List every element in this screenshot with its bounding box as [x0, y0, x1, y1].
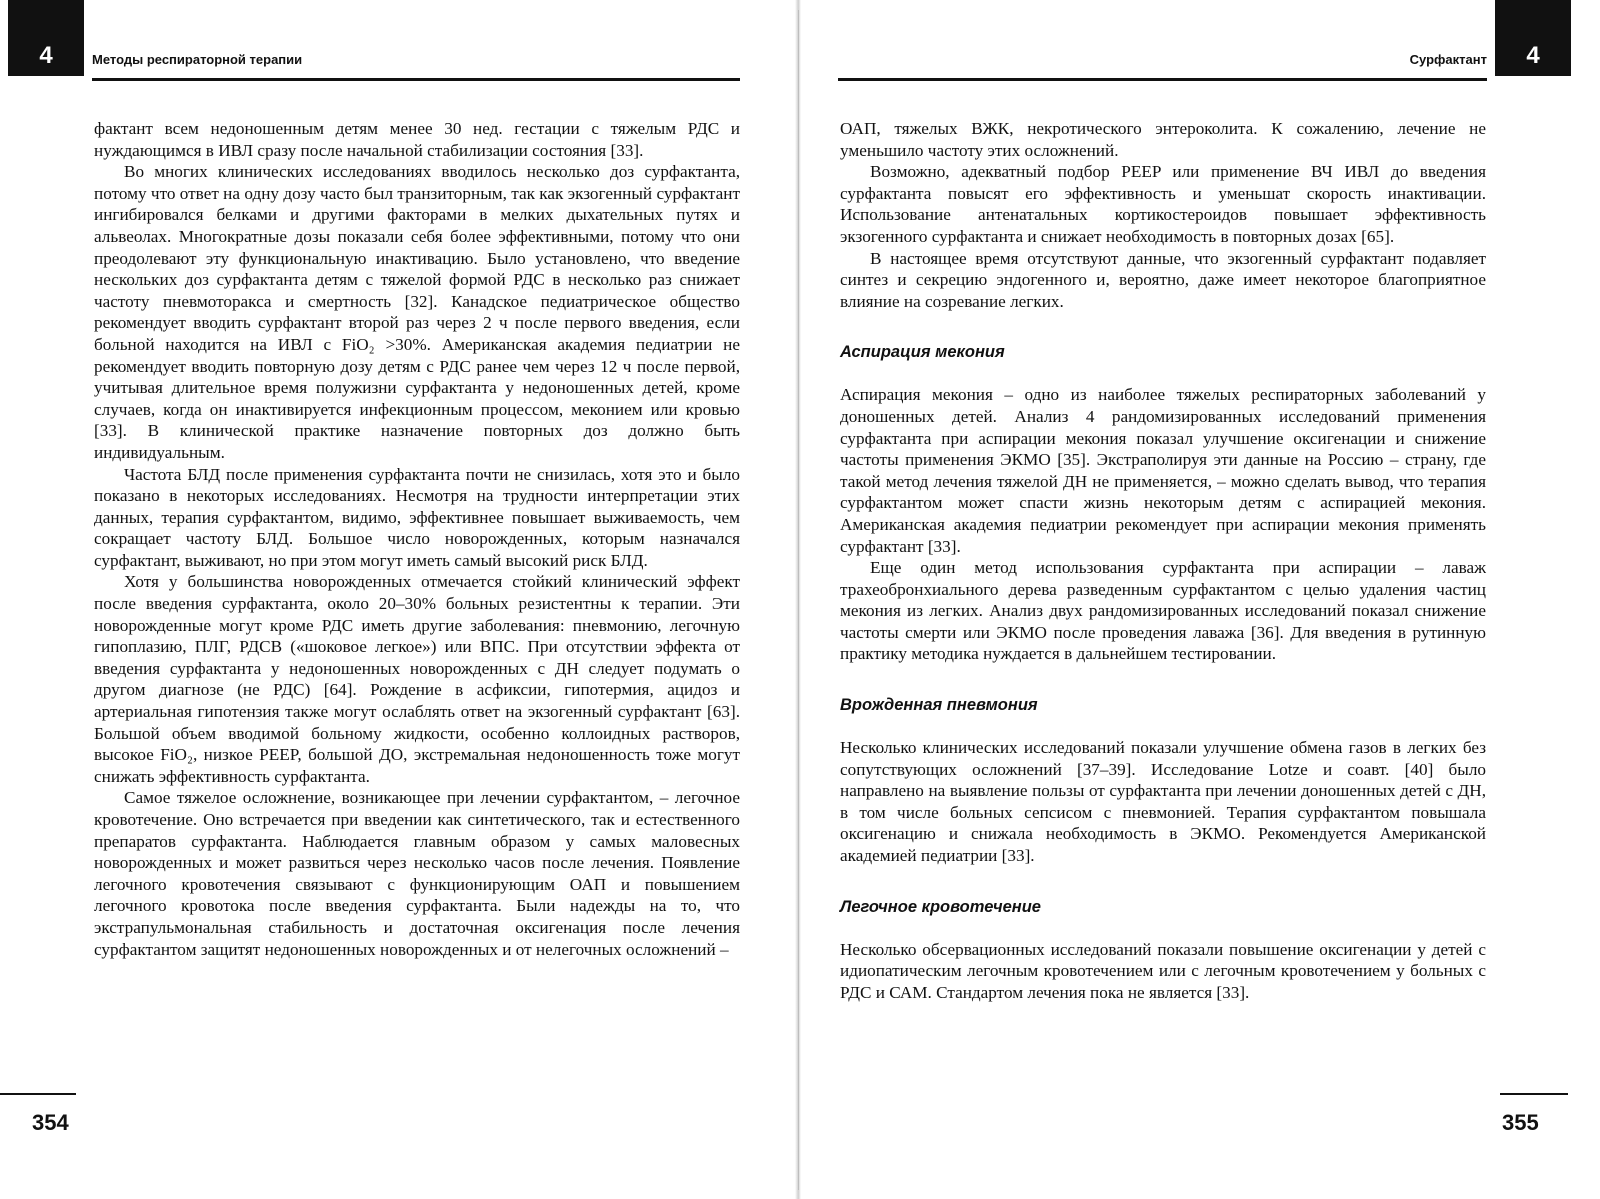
paragraph: Возможно, адекватный подбор PEEP или применение ВЧ ИВЛ до введения сурфактанта повысят его эффективность и уменьшат скорость инактивации. Использование антенатальных кортикостероидов повышает эффективность экзогенного сурфактанта и снижает необходимость в повторных дозах [65].: [840, 162, 1486, 246]
running-head: Методы респираторной терапии: [92, 52, 303, 67]
footer-rule: [1500, 1093, 1568, 1095]
paragraph: фактант всем недоношенным детям менее 30 нед. гестации с тяжелым РДС и нуждающимся в ИВЛ сразу после начальной стабилизации состояния [33].: [94, 119, 740, 160]
paragraph: ОАП, тяжелых ВЖК, некротического энтероколита. К сожалению, лечение не уменьшило частоту этих осложнений.: [840, 119, 1486, 160]
paragraph: Частота БЛД после применения сурфактанта почти не снизилась, хотя это и было показано в некоторых исследованиях. Несмотря на трудности интерпретации этих данных, терапия сурфактантом, видимо, эффективнее повышает выживаемость, чем сокращает частоту БЛД. Большое число новорожденных, которым назначался сурфактант, выживают, но при этом могут иметь самый высокий риск БЛД.: [94, 464, 740, 570]
paragraph: Несколько клинических исследований показали улучшение обмена газов в легких без сопутствующих осложнений [37–39]. Исследование Lotze и соавт. [40] было направлено на выявление пользы от сурфактанта при лечении доношенных детей с ДН, в том числе больных сепсисом с пневмонией. Терапия сурфактантом повышала оксигенацию и снижала необходимость в ЭКМО. Рекомендуется Американской академией педиатрии [33].: [840, 738, 1486, 866]
chapter-number: 4: [39, 42, 53, 69]
chapter-tab: [1495, 0, 1571, 76]
paragraph: Несколько обсервационных исследований показали повышение оксигенации у детей с идиопатическим легочным кровотечением или с легочным кровотечением у больных с РДС и САМ. Стандартом лечения пока не является [33].: [840, 939, 1486, 1002]
page-number: 355: [1502, 1110, 1539, 1135]
footer-rule: [0, 1093, 76, 1095]
header-rule: [92, 78, 740, 81]
header-rule: [838, 78, 1487, 81]
chapter-number: 4: [1526, 42, 1540, 69]
chapter-tab: [8, 0, 84, 76]
right-page: [800, 0, 1600, 1199]
paragraph: Еще один метод использования сурфактанта при аспирации – лаваж трахеобронхиального дерева разведенным сурфактантом с целью удаления частиц мекония из легких. Анализ двух рандомизированных исследований показал снижение частоты смерти или ЭКМО после проведения лаважа [36]. Для введения в рутинную практику методика нуждается в дальнейшем тестировании.: [840, 558, 1486, 664]
section-heading-hemorrhage: Легочное кровотечение: [840, 897, 1041, 916]
page-number: 354: [32, 1110, 69, 1135]
body-text: [94, 118, 740, 960]
section-heading-meconium: Аспирация мекония: [840, 343, 1005, 362]
body-text: [840, 118, 1486, 1003]
section-heading-pneumonia: Врожденная пневмония: [840, 696, 1038, 715]
paragraph: В настоящее время отсутствуют данные, что экзогенный сурфактант подавляет синтез и секрецию эндогенного и, вероятно, даже имеет некоторое благоприятное влияние на созревание легких.: [840, 248, 1486, 311]
paragraph: Самое тяжелое осложнение, возникающее при лечении сурфактантом, – легочное кровотечение. Оно встречается при введении как синтетического, так и естественного препаратов сурфактанта. Наблюдается главным образом у самых маловесных новорожденных и может развиться через несколько часов после лечения. Появление легочного кровотечения связывают с функционирующим ОАП и повышением легочного кровотока после введения сурфактанта. Были надежды на то, что экстрапульмональная стабильность и достаточная оксигенация после лечения сурфактантом защитят недоношенных новорожденных и от нелегочных осложнений –: [94, 788, 740, 959]
paragraph: Хотя у большинства новорожденных отмечается стойкий клинический эффект после введения сурфактанта, около 20–30% больных резистентны к терапии. Эти новорожденные могут кроме РДС иметь другие заболевания: пневмонию, легочную гипоплазию, ПЛГ, РДСВ («шоковое легкое») или ВПС. При отсутствии эффекта от введения сурфактанта у недоношенных новорожденных с ДН следует подумать о другом диагнозе (не РДС) [64]. Рождение в асфиксии, гипотермия, ацидоз и артериальная гипотензия также могут ослаблять ответ на экзогенный сурфактант [63]. Большой объем вводимой больному жидкости, особенно коллоидных растворов, высокое FiO₂, низкое PEEP, большой ДО, экстремальная недоношенность тоже могут снижать эффективность сурфактанта.: [94, 572, 740, 786]
paragraph: Аспирация мекония – одно из наиболее тяжелых респираторных заболеваний у доношенных детей. Анализ 4 рандомизированных исследований применения сурфактанта при аспирации мекония показал улучшение оксигенации и снижение частоты применения ЭКМО [35]. Экстраполируя эти данные на Россию – страну, где такой метод лечения тяжелой ДН не применяется, – можно сделать вывод, что терапия сурфактантом может спасти жизнь некоторым детям с аспирацией мекония. Американская академия педиатрии рекомендует при аспирации мекония применять сурфактант [33].: [840, 385, 1486, 556]
running-head: Сурфактант: [1409, 52, 1487, 67]
paragraph: Во многих клинических исследованиях вводилось несколько доз сурфактанта, потому что ответ на одну дозу часто был транзиторным, так как экзогенный сурфактант ингибировался белками и другими факторами в мелких дыхательных путях и альвеолах. Многократные дозы показали себя более эффективными, потому что они преодолевают эту функциональную инактивацию. Было установлено, что введение нескольких доз сурфактанта детям с тяжелой формой РДС в несколько раз снижает частоту пневмоторакса и смертность [32]. Канадское педиатрическое общество рекомендует вводить сурфактант второй раз через 2 ч после первого введения, если больной находится на ИВЛ с FiO₂ >30%. Американская академия педиатрии не рекомендует вводить повторную дозу детям с РДС ранее чем через 12 ч после первой, учитывая длительное время полужизни сурфактанта у недоношенных детей, кроме случаев, когда он инактивируется инфекционным процессом, меконием или кровью [33]. В клинической практике назначение повторных доз должно быть индивидуальным.: [94, 162, 740, 462]
